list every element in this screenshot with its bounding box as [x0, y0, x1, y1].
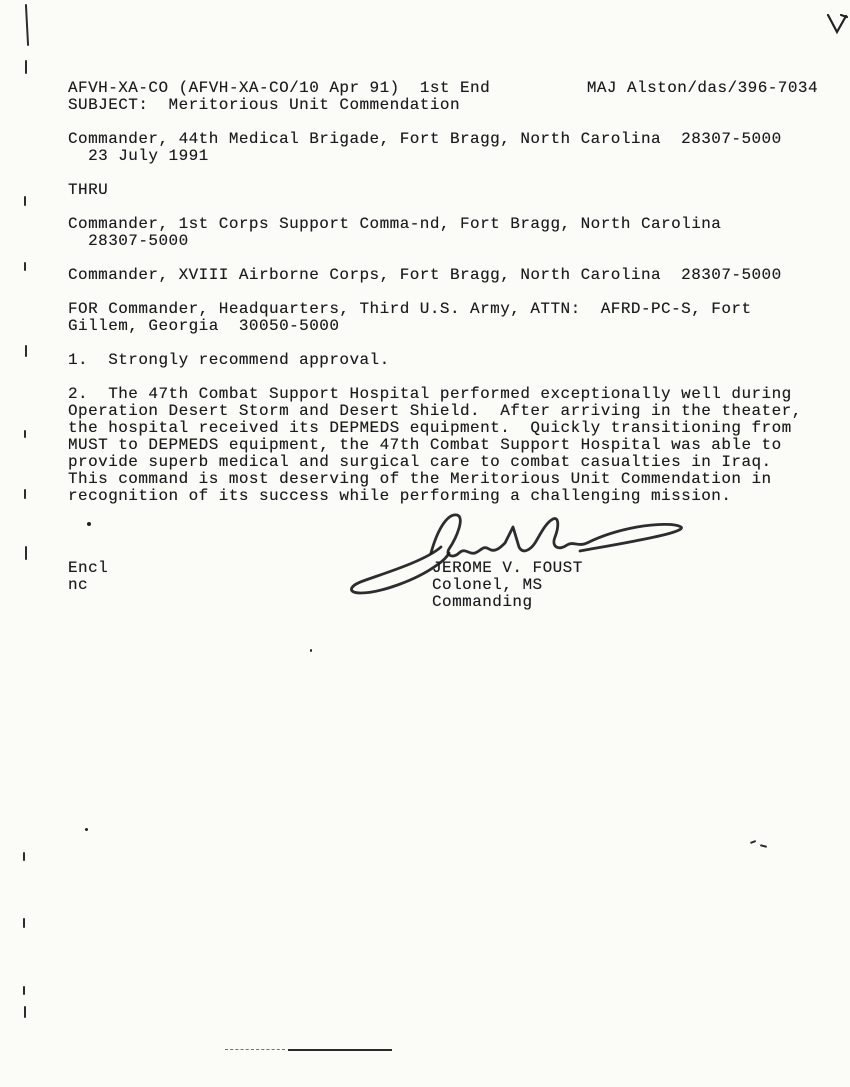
address-from-line1: Commander, 44th Medical Brigade, Fort Bragg, North Carolina 28307-5000 — [68, 130, 782, 148]
scan-artifact — [85, 828, 88, 831]
scan-artifact — [24, 489, 26, 499]
signature-title: Commanding — [432, 593, 533, 611]
scan-artifact — [23, 852, 25, 861]
scan-artifact-corner-mark — [827, 12, 849, 36]
address-from-date: 23 July 1991 — [68, 147, 209, 165]
scan-artifact — [24, 196, 26, 206]
office-symbol-row — [68, 80, 818, 97]
scan-artifact — [25, 4, 29, 46]
paragraph-2-line-6: This command is most deserving of the Meritorious Unit Commendation in — [68, 470, 772, 488]
address-to-line1: Commander, XVIII Airborne Corps, Fort Bragg, North Carolina 28307-5000 — [68, 266, 782, 284]
signature-rank: Colonel, MS — [432, 576, 543, 594]
paragraph-2-line-2: Operation Desert Storm and Desert Shield. After arriving in the theater, — [68, 402, 802, 420]
scan-artifact — [25, 60, 27, 74]
paragraph-2-line-4: MUST to DEPMEDS equipment, the 47th Combat Support Hospital was able to — [68, 436, 782, 454]
bottom-rule-solid-segment — [288, 1049, 392, 1051]
paragraph-2-line-7: recognition of its success while performing a challenging mission. — [68, 487, 732, 505]
bottom-rule — [225, 1047, 392, 1051]
scan-artifact — [24, 262, 26, 271]
typist-initials: nc — [68, 576, 89, 594]
address-thru-line2: 28307-5000 — [68, 232, 189, 250]
scan-artifact — [25, 345, 27, 357]
originator-reference: MAJ Alston/das/396-7034 — [586, 79, 818, 97]
enclosure-notation: Encl — [68, 559, 109, 577]
scan-artifact — [760, 844, 767, 848]
paragraph-2-line-5: provide superb medical and surgical care to combat casualties in Iraq. — [68, 453, 772, 471]
scan-artifact — [23, 918, 25, 928]
paragraph-2-line-3: the hospital received its DEPMEDS equipment. Quickly transitioning from — [68, 419, 792, 437]
scan-artifact — [25, 546, 27, 560]
handwritten-signature — [345, 503, 695, 598]
scan-artifact — [24, 430, 26, 438]
subject-line: SUBJECT: Meritorious Unit Commendation — [68, 96, 461, 114]
office-symbol: AFVH-XA-CO (AFVH-XA-CO/10 Apr 91) 1st End — [68, 79, 491, 97]
address-for-line2: Gillem, Georgia 30050-5000 — [68, 317, 340, 335]
scan-artifact — [310, 649, 312, 652]
address-for-line1: FOR Commander, Headquarters, Third U.S. Army, ATTN: AFRD-PC-S, Fort — [68, 300, 752, 318]
scan-artifact — [23, 986, 25, 995]
paragraph-2-line-1: 2. The 47th Combat Support Hospital performed exceptionally well during — [68, 385, 792, 403]
signature-name: JEROME V. FOUST — [432, 559, 583, 577]
thru-label: THRU — [68, 181, 109, 199]
address-thru-line1: Commander, 1st Corps Support Comma-nd, Fort Bragg, North Carolina — [68, 215, 722, 233]
scan-artifact — [750, 840, 756, 843]
bottom-rule-dashed-segment — [225, 1049, 285, 1050]
scan-artifact — [24, 1006, 26, 1018]
paragraph-1: 1. Strongly recommend approval. — [68, 351, 390, 369]
